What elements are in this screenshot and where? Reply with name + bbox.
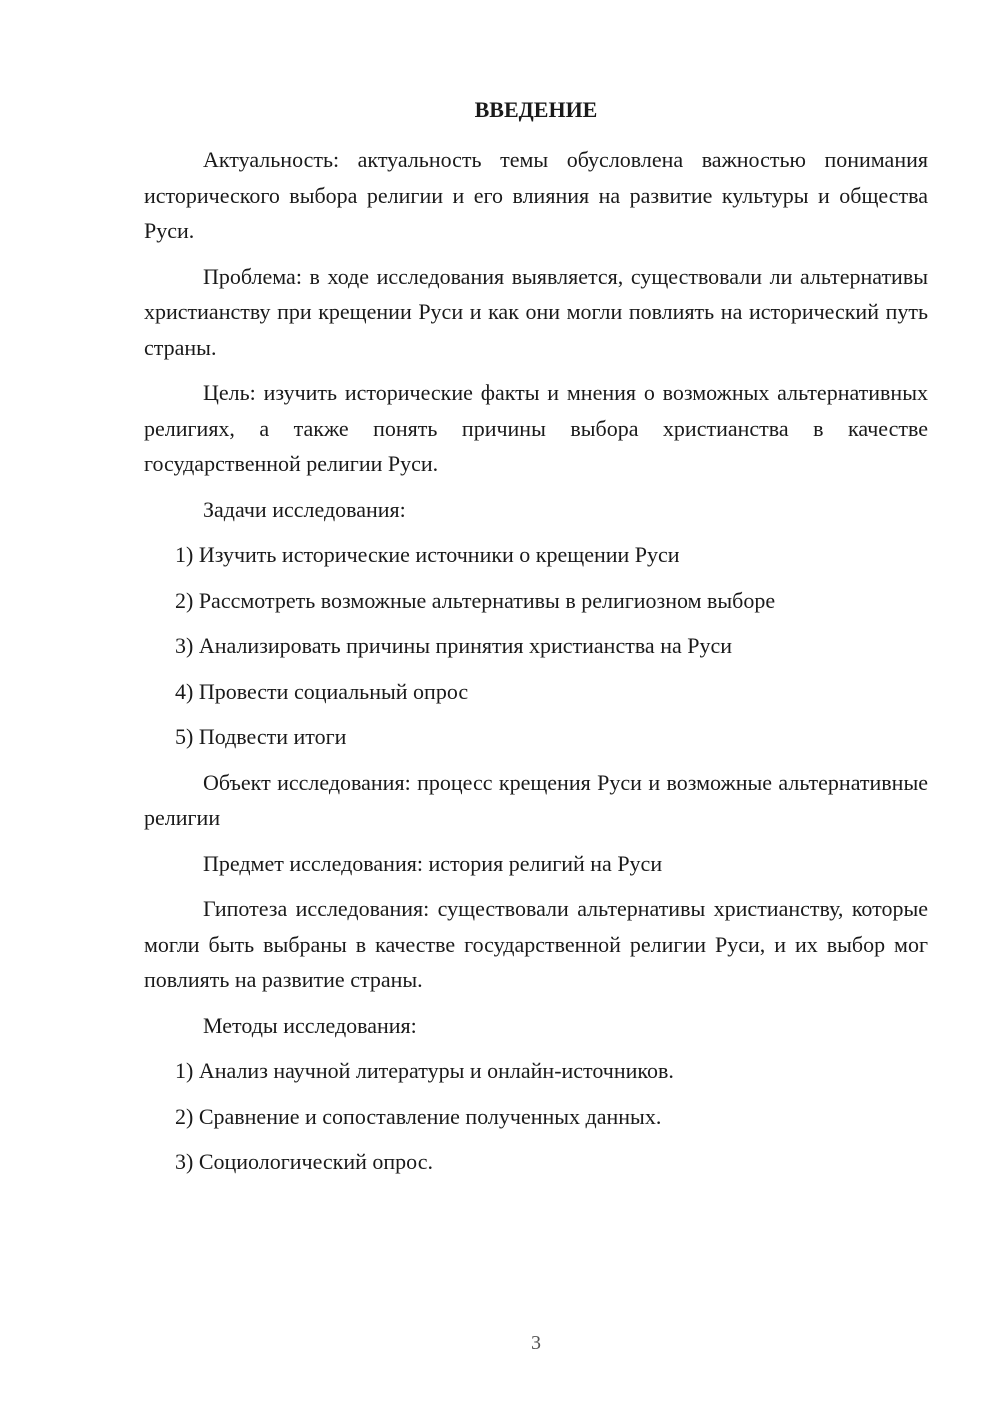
- page-title: ВВЕДЕНИЕ: [474, 97, 598, 122]
- paragraph-problem: Проблема: в ходе исследования выявляется, существовали ли альтернативы христианству при крещении Руси и как они могли повлиять на исторический путь страны.: [144, 263, 928, 360]
- methods-heading: Методы исследования:: [203, 1012, 417, 1038]
- task-item-2: 2) Рассмотреть возможные альтернативы в религиозном выборе: [175, 587, 776, 613]
- page-number: 3: [531, 1332, 541, 1354]
- task-item-5: 5) Подвести итоги: [175, 724, 347, 749]
- method-item-1: 1) Анализ научной литературы и онлайн-источников.: [175, 1058, 674, 1083]
- task-item-1: 1) Изучить исторические источники о крещении Руси: [175, 542, 680, 567]
- paragraph-goal: Цель: изучить исторические факты и мнения о возможных альтернативных религиях, а также понять причины выбора христианства в качестве государственной религии Руси.: [144, 380, 928, 476]
- task-item-3: 3) Анализировать причины принятия христианства на Руси: [175, 633, 733, 658]
- paragraph-relevance: Актуальность: актуальность темы обусловлена важностью понимания исторического выбора религии и его влияния на развитие культуры и общества Руси.: [144, 147, 928, 243]
- paragraph-subject: Предмет исследования: история религий на Руси: [203, 850, 663, 876]
- tasks-heading: Задачи исследования:: [203, 496, 406, 522]
- method-item-3: 3) Социологический опрос.: [175, 1149, 433, 1174]
- document-page: [144, 92, 928, 1180]
- paragraph-object: Объект исследования: процесс крещения Руси и возможные альтернативные религии: [144, 769, 928, 830]
- task-item-4: 4) Провести социальный опрос: [175, 678, 469, 704]
- paragraph-hypothesis: Гипотеза исследования: существовали альтернативы христианству, которые могли быть выбраны в качестве государственной религии Руси, и их выбор мог повлиять на развитие страны.: [144, 896, 928, 992]
- method-item-2: 2) Сравнение и сопоставление полученных данных.: [175, 1103, 662, 1129]
